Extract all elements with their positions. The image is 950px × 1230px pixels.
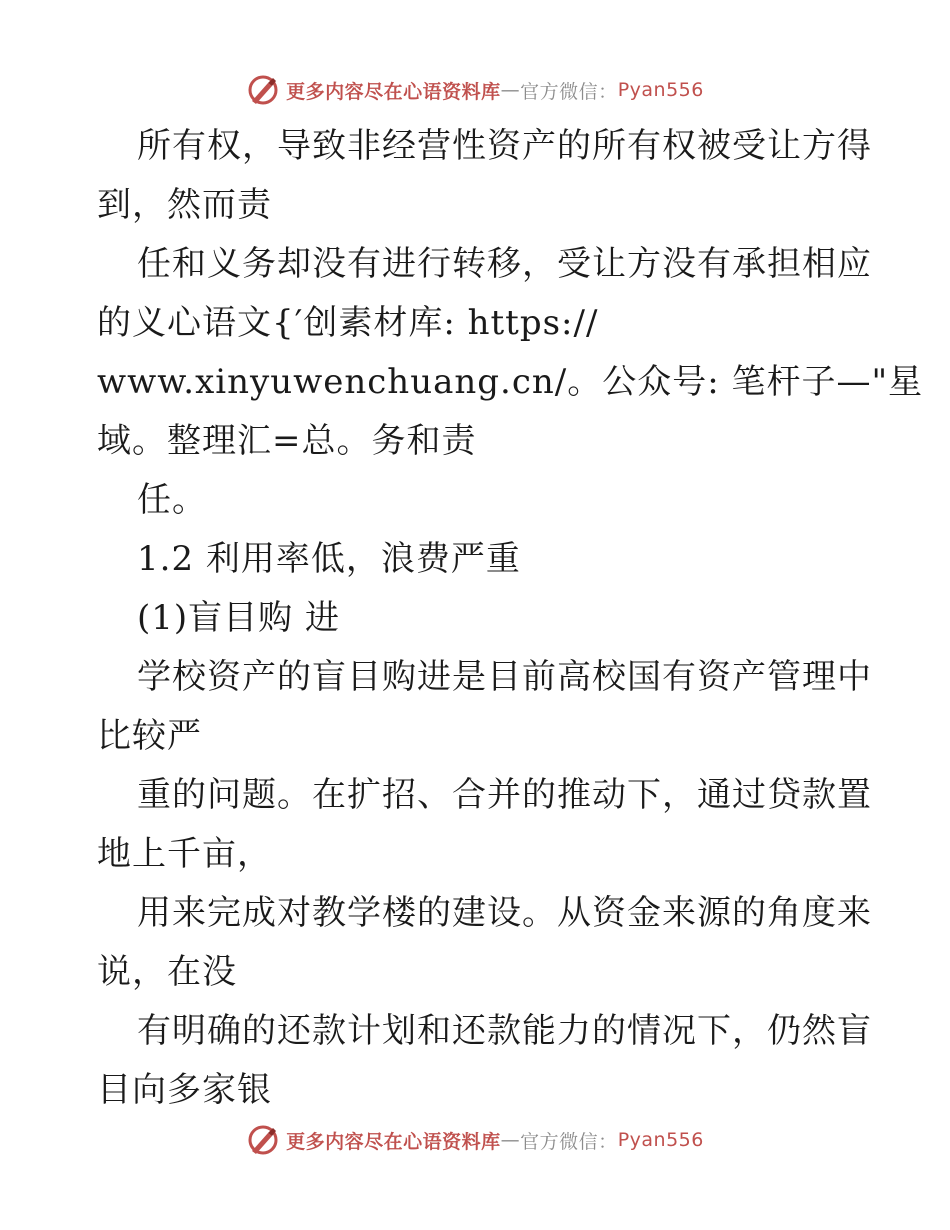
text-line: 的义心语文{′创素材库: https://	[97, 303, 599, 343]
text-line: 用来完成对教学楼的建设。从资金来源的角度来	[137, 893, 872, 933]
banner-wechat-id: Pyan556	[617, 79, 704, 101]
footer-banner-label: 官方微信：	[520, 1130, 618, 1153]
section-heading: 1.2 利用率低，浪费严重	[137, 539, 521, 579]
text-line: 学校资产的盲目购进是目前高校国有资产管理中	[137, 657, 872, 697]
text-line: 任和义务却没有进行转移，受让方没有承担相应	[137, 244, 872, 284]
red-pen-circle-logo-icon	[246, 1123, 280, 1157]
text-line: 说，在没	[97, 952, 237, 992]
banner-dash: —	[500, 79, 521, 101]
document-body	[97, 117, 924, 1120]
footer-banner-wechat-id: Pyan556	[617, 1129, 704, 1151]
text-line: 重的问题。在扩招、合并的推动下，通过贷款置	[137, 775, 872, 815]
footer-banner-dash: —	[500, 1129, 521, 1151]
banner-label: 官方微信：	[520, 80, 618, 103]
footer-banner	[0, 1120, 950, 1160]
text-line: 域。整理汇=总。务和责	[97, 421, 477, 461]
header-banner	[0, 70, 950, 110]
text-line: 比较严	[97, 716, 202, 756]
text-line: www.xinyuwenchuang.cn/。公众号: 笔杆子—"星	[97, 362, 924, 402]
text-line: 所有权，导致非经营性资产的所有权被受让方得	[137, 126, 872, 166]
text-line: 目向多家银	[97, 1070, 272, 1110]
text-line: 地上千亩，	[97, 834, 272, 874]
red-pen-circle-logo-icon	[246, 73, 280, 107]
text-line: 到，然而责	[97, 185, 272, 225]
text-line: 有明确的还款计划和还款能力的情况下，仍然盲	[137, 1011, 872, 1051]
text-line: 任。	[137, 480, 207, 520]
banner-title: 更多内容尽在心语资料库	[286, 80, 501, 103]
subsection-heading: (1)盲目购 进	[137, 598, 340, 638]
footer-banner-title: 更多内容尽在心语资料库	[286, 1130, 501, 1153]
